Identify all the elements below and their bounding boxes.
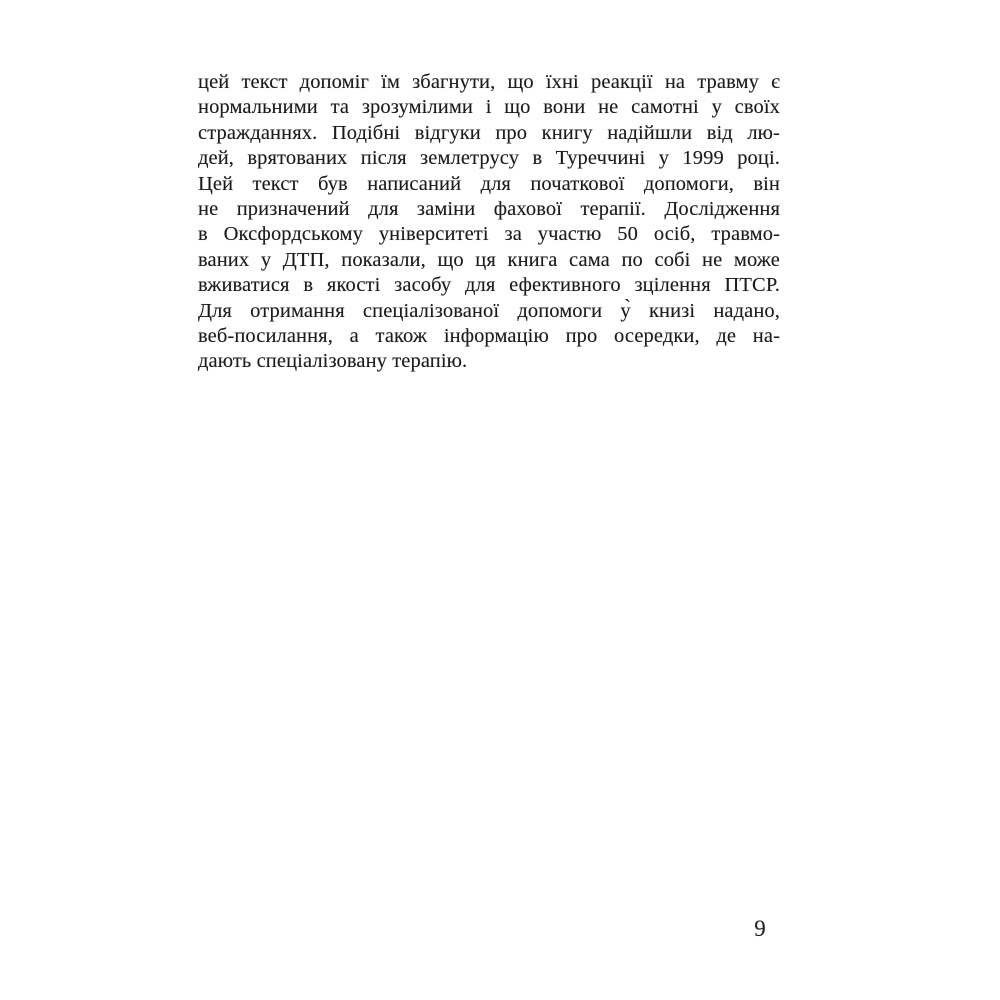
text-line: вживатися в якості засобу для ефективного зцілення ПТСР. (198, 274, 780, 297)
body-text-paragraph (198, 70, 780, 375)
text-line: Цей текст був написаний для початкової допомоги, він (198, 172, 780, 195)
text-line: в Оксфордському університеті за участю 50 осіб, травмо- (198, 223, 780, 246)
text-line: нормальними та зрозумілими і що вони не самотні у своїх (198, 96, 780, 119)
text-line: Для отримання спеціалізованої допомоги у̀ книзі надано, (198, 299, 780, 322)
text-line: дають спеціалізовану терапію. (198, 350, 468, 373)
text-line: дей, врятованих після землетрусу в Туреччині у 1999 році. (198, 147, 780, 170)
page-number: 9 (754, 916, 766, 941)
text-line: веб-посилання, а також інформацію про осередки, де на- (198, 325, 780, 348)
text-line: цей текст допоміг їм збагнути, що їхні реакції на травму є (198, 71, 780, 93)
text-line: ваних у ДТП, показали, що ця книга сама по собі не може (198, 248, 780, 271)
text-line: не призначений для заміни фахової терапії. Дослідження (198, 198, 780, 221)
text-line: стражданнях. Подібні відгуки про книгу надійшли від лю- (198, 121, 780, 144)
